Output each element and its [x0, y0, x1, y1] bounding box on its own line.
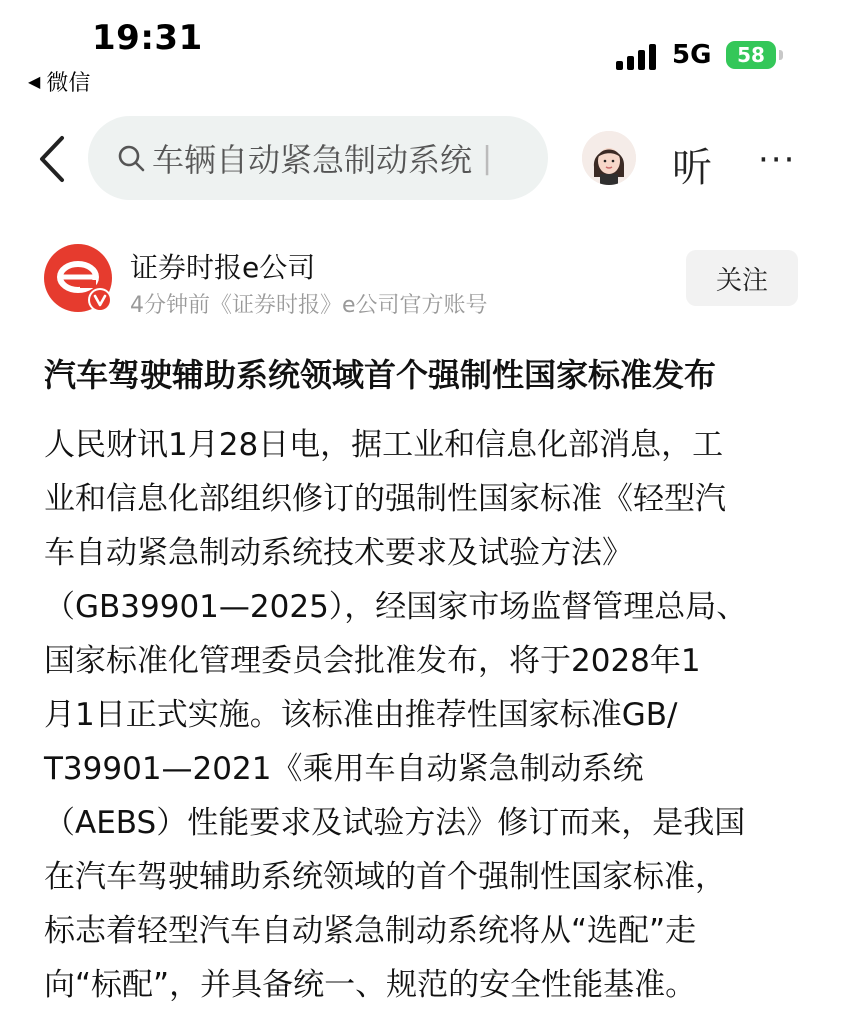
article-line: （AEBS）性能要求及试验方法》修订而来，是我国	[44, 805, 746, 841]
article-line: T39901—2021《乘用车自动紧急制动系统	[44, 751, 644, 787]
author-meta: 4分钟前《证券时报》e公司官方账号	[130, 293, 488, 318]
back-app-label: 微信	[46, 71, 91, 96]
article-title: 汽车驾驶辅助系统领域首个强制性国家标准发布	[44, 356, 717, 394]
article-line: 向“标配”，并具备统一、规范的安全性能基准。	[44, 967, 697, 1003]
follow-button[interactable]: 关注	[686, 250, 798, 306]
battery-icon	[726, 41, 776, 69]
logo-image	[44, 244, 112, 312]
more-button[interactable]: ···	[758, 140, 797, 180]
article-line: 标志着轻型汽车自动紧急制动系统将从“选配”走	[44, 913, 697, 949]
article-line: 业和信息化部组织修订的强制性国家标准《轻型汽	[44, 481, 726, 517]
back-button[interactable]	[34, 134, 74, 184]
author-name[interactable]: 证券时报e公司	[130, 251, 316, 284]
article-line: （GB39901—2025），经国家市场监督管理总局、	[44, 589, 748, 625]
article-line: 人民财讯1月28日电，据工业和信息化部消息，工	[44, 427, 724, 463]
status-time: 19:31	[92, 18, 203, 58]
avatar-image	[582, 131, 636, 185]
avatar[interactable]	[582, 131, 636, 185]
article-line: 国家标准化管理委员会批准发布，将于2028年1	[44, 643, 701, 679]
search-caret: |	[482, 140, 493, 176]
article-line: 在汽车驾驶辅助系统领域的首个强制性国家标准，	[44, 859, 726, 895]
article-line: 月1日正式实施。该标准由推荐性国家标准GB/	[44, 697, 678, 733]
battery-cap	[779, 50, 783, 60]
network-label: 5G	[672, 40, 712, 70]
e-company-logo[interactable]	[44, 244, 112, 312]
battery-level: 58	[737, 43, 765, 67]
search-bar[interactable]	[88, 116, 548, 200]
article-line: 车自动紧急制动系统技术要求及试验方法》	[44, 535, 633, 571]
signal-icon	[616, 44, 658, 70]
search-query: 车辆自动紧急制动系统	[152, 141, 473, 179]
back-to-app[interactable]	[28, 66, 90, 97]
chevron-left-icon	[34, 134, 74, 184]
back-triangle-icon: ◀	[28, 72, 41, 91]
article-body	[44, 418, 804, 1012]
search-icon	[116, 143, 146, 173]
listen-button[interactable]: 听	[672, 145, 712, 191]
